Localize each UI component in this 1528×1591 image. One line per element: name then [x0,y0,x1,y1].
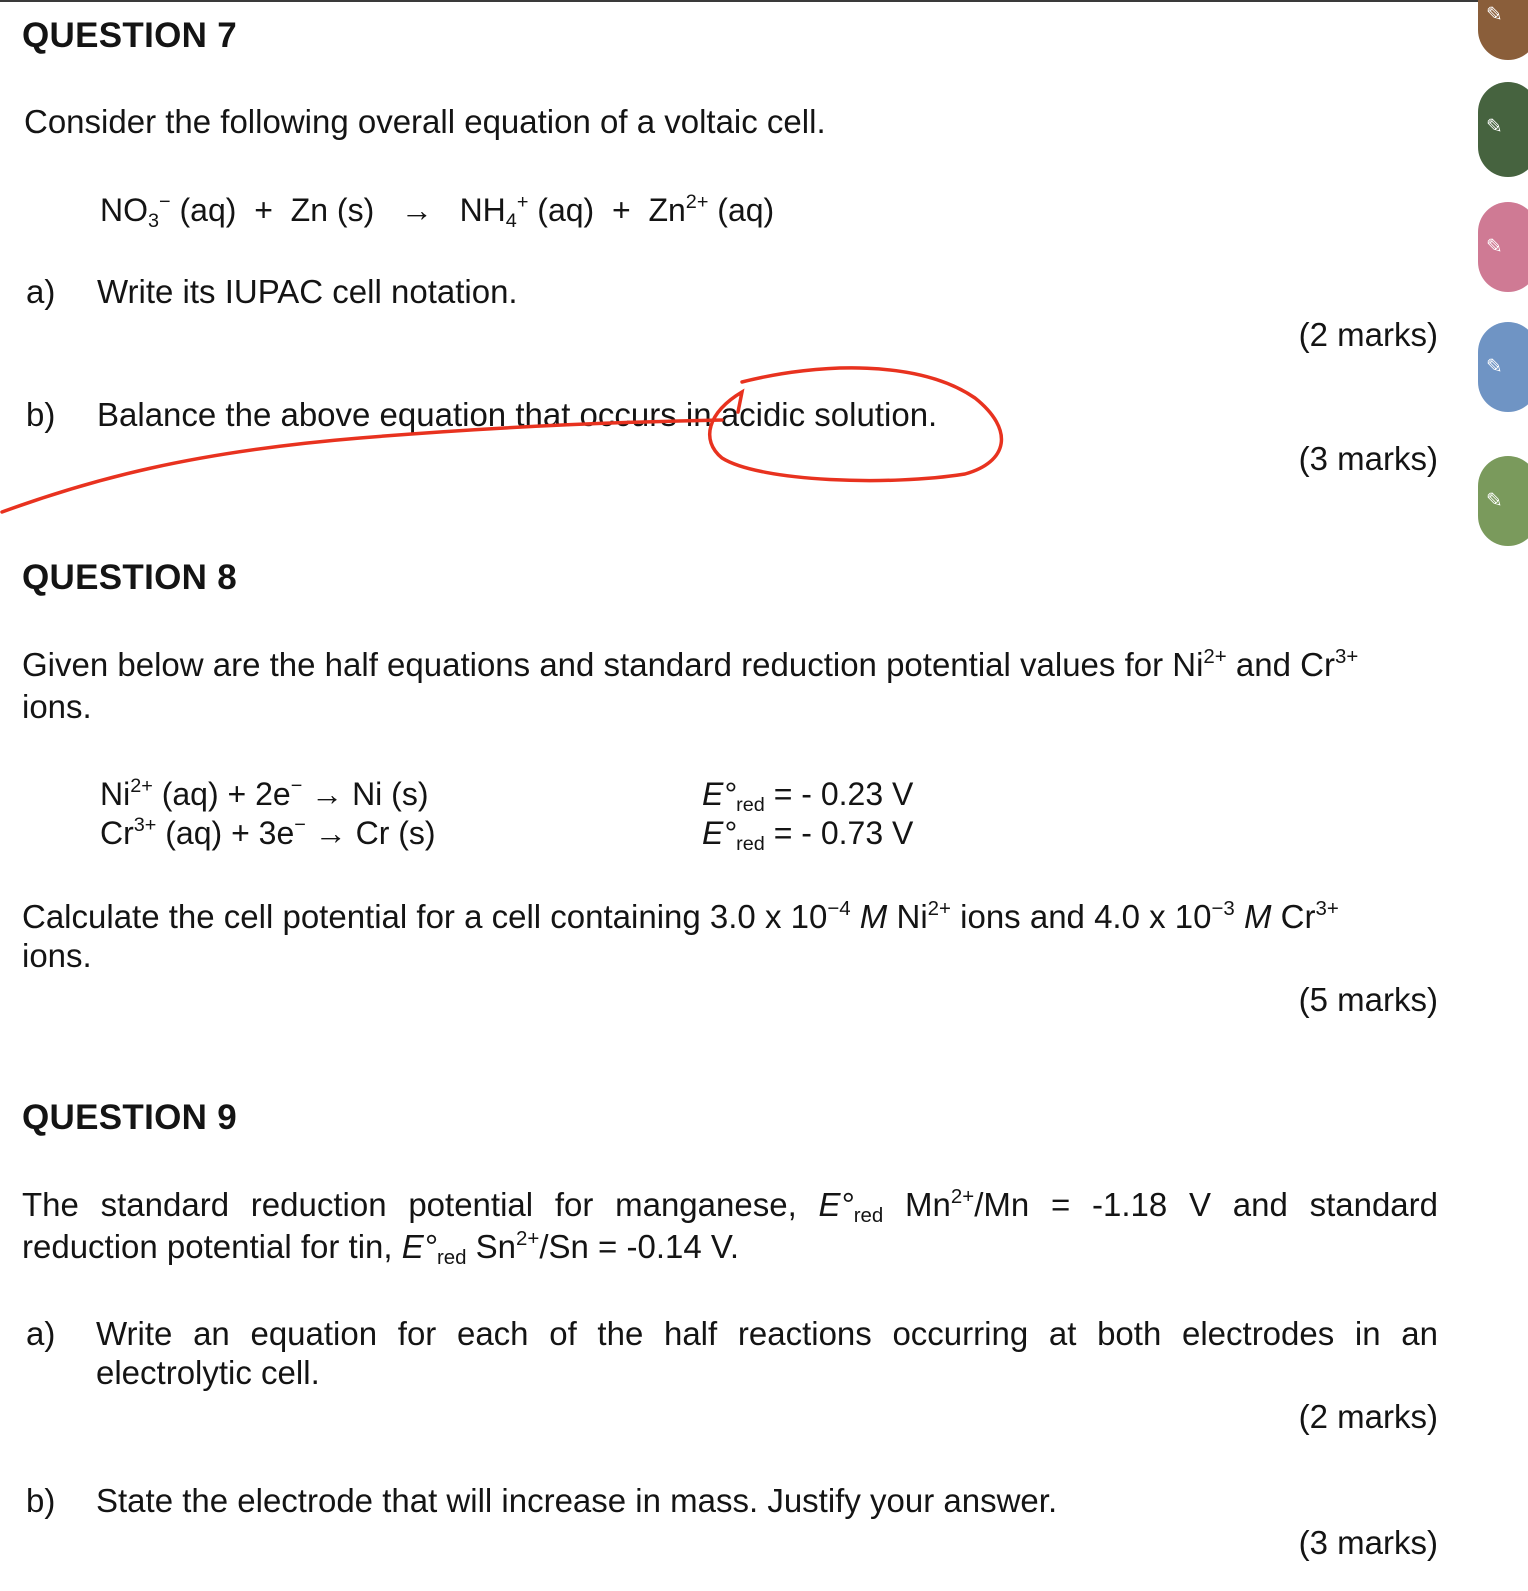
chromium-potential [702,815,914,855]
reaction-arrow: → [305,815,356,851]
state-label: (aq) [170,192,237,228]
e-symbol: E° [702,776,737,812]
question-8-intro-cont: ions. [22,688,92,725]
product: Cr (s) [355,815,436,851]
ion-charge: 2+ [130,775,153,798]
nickel-ion: Ni [1172,646,1204,683]
ion: Cr [100,815,134,851]
exponent: −4 [827,896,851,920]
e-symbol: E° [401,1228,437,1265]
zinc-ion-charge: 2+ [685,191,709,214]
ion: Ni [100,776,131,812]
exponent: −3 [1211,896,1235,920]
manganese-potential: /Mn = -1.18 V and standard [974,1186,1438,1223]
q9-part-b-label: b) [26,1482,56,1519]
e-subscript: red [736,793,765,816]
intro-text: Given below are the half equations and standard reduction potential values for [22,646,1173,683]
chromium-half-equation [100,815,436,852]
q7-part-a-label: a) [26,273,56,310]
question-8-intro [22,646,1358,684]
chromium-ion: Cr [1271,898,1316,935]
electron-charge: − [294,814,306,837]
bookmark-tab-blue[interactable] [1478,322,1528,412]
bookmark-tab-pink[interactable] [1478,202,1528,292]
pencil-icon: ✎ [1486,2,1503,26]
nitrate-formula: NO [100,192,148,228]
equation-middle: (aq) + 3e [156,815,295,851]
e-subscript: red [736,832,765,855]
question-8-heading: QUESTION 8 [22,558,237,597]
q7-part-b-text: Balance the above equation that occurs in acidic solution. [97,396,938,433]
nitrate-subscript: 3 [148,209,160,232]
e-subscript: red [436,1246,467,1270]
manganese-charge: 2+ [950,1184,975,1208]
bookmark-tab-brown[interactable] [1478,0,1528,60]
ammonium-charge: + [516,191,529,214]
question-7-equation [100,191,775,232]
intro-text: The standard reduction potential for manganese, [22,1186,819,1223]
nickel-charge: 2+ [927,896,951,920]
pencil-icon: ✎ [1486,488,1503,512]
plus-sign: + [611,192,631,228]
q7-part-b-marks: (3 marks) [1298,440,1438,477]
q9-part-a-text: Write an equation for each of the half reactions occurring at both electrodes in an [96,1315,1438,1352]
equation-middle: (aq) + 2e [152,776,291,812]
reaction-arrow: → [302,776,353,812]
nickel-half-equation [100,776,428,813]
q9-part-b-text: State the electrode that will increase in mass. Justify your answer. [96,1482,1058,1519]
q9-part-a-marks: (2 marks) [1298,1398,1438,1435]
product: Ni (s) [352,776,429,812]
calc-text: Calculate the cell potential for a cell containing 3.0 x 10 [22,898,828,935]
pencil-icon: ✎ [1486,354,1503,378]
question-7-intro: Consider the following overall equation of a voltaic cell. [24,103,826,140]
ammonium-subscript: 4 [505,209,517,232]
electron-charge: − [290,775,303,798]
molar-unit: M [850,898,888,935]
calc-text: ions and 4.0 x 10 [950,898,1212,935]
q7-part-b-label: b) [26,396,56,433]
question-9-heading: QUESTION 9 [22,1098,237,1137]
state-label: (aq) [528,192,595,228]
plus-sign: + [254,192,273,228]
potential-value: = - 0.73 V [764,815,914,851]
pencil-icon: ✎ [1486,234,1503,258]
ion-charge: 3+ [133,814,157,837]
pencil-icon: ✎ [1486,114,1503,138]
zinc-ion-formula: Zn [648,192,686,228]
reaction-arrow: → [400,192,433,228]
e-symbol: E° [702,815,737,851]
chromium-charge: 3+ [1334,644,1359,668]
e-symbol: E° [818,1186,854,1223]
question-8-calc-cont: ions. [22,937,92,974]
potential-value: = - 0.23 V [764,776,914,812]
state-label: (s) [328,192,375,228]
intro-text: reduction potential for tin, [22,1228,402,1265]
ammonium-formula: NH [459,192,506,228]
top-border [0,0,1490,2]
nitrate-charge: − [159,191,171,214]
q9-part-a-text-cont: electrolytic cell. [96,1354,320,1391]
bookmark-tab-green[interactable] [1478,456,1528,546]
tin-potential: /Sn = -0.14 V. [539,1228,740,1265]
nickel-potential [702,776,914,816]
bookmark-tab-dark-green[interactable] [1478,82,1528,177]
e-subscript: red [853,1204,884,1228]
molar-unit: M [1234,898,1272,935]
q7-part-a-marks: (2 marks) [1298,316,1438,353]
q7-part-a-text: Write its IUPAC cell notation. [97,273,518,310]
tin-ion: Sn [466,1228,517,1265]
chromium-charge: 3+ [1315,896,1339,920]
nickel-ion: Ni [887,898,928,935]
q9-part-a-label: a) [26,1315,56,1352]
question-9-intro-cont [22,1226,740,1270]
manganese-ion: Mn [883,1186,951,1223]
question-8-calc [22,898,1339,936]
question-8-marks: (5 marks) [1298,981,1438,1018]
zinc-formula: Zn [290,192,329,228]
nickel-charge: 2+ [1203,644,1227,668]
question-9-intro [22,1184,1438,1228]
state-label: (aq) [708,192,775,228]
chromium-ion: Cr [1300,646,1335,683]
tin-charge: 2+ [516,1226,540,1250]
q9-part-b-marks: (3 marks) [1298,1524,1438,1561]
intro-and: and [1226,646,1301,683]
question-7-heading: QUESTION 7 [22,16,237,55]
